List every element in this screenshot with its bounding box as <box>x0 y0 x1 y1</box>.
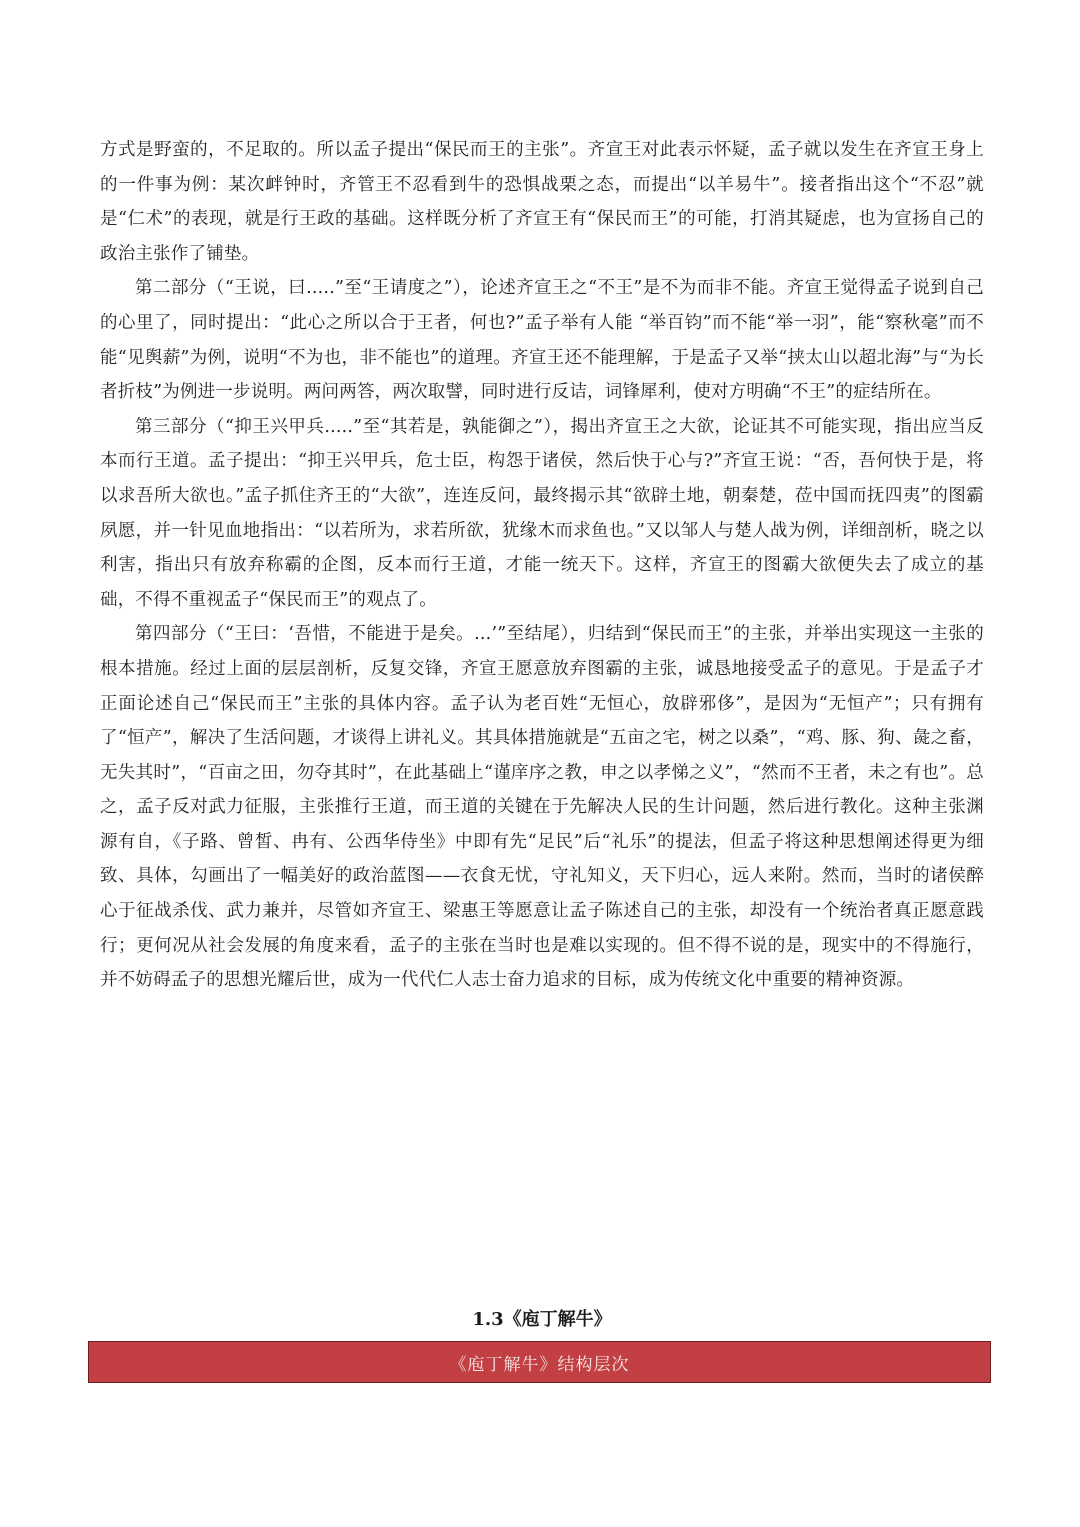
paragraph-part-one-continued: 方式是野蛮的，不足取的。所以孟子提出“保民而王的主张”。齐宣王对此表示怀疑，孟子就以发生在齐宣王身上的一件事为例：某次衅钟时，齐管王不忍看到牛的恐惧战栗之态，而提出“以羊易牛”。接者指出这个“不忍”就是“仁术”的表现，就是行王政的基础。这样既分析了齐宣王有“保民而王”的可能，打消其疑虑，也为宣扬自己的政治主张作了铺垫。 <box>100 140 984 264</box>
paragraph-part-two: 第二部分（“王说，曰.....”至“王请度之”），论述齐宣王之“不王”是不为而非不能。齐宣王觉得孟子说到自己的心里了，同时提出：“此心之所以合于王者，何也?”孟子举有人能 “举百钧”而不能“举一羽”，能“察秋毫”而不能“见舆薪”为例，说明“不为也，非不能也”的道理。齐宣王还不能理解，于是孟子又举“挟太山以超北海”与“为长者折枝”为例进一步说明。两问两答，两次取譬，同时进行反诘，词锋犀利，使对方明确“不王”的症结所在。 <box>100 278 984 403</box>
body-text <box>100 133 984 998</box>
paragraph-part-three: 第三部分（“抑王兴甲兵.....”至“其若是，孰能御之”），揭出齐宣王之大欲，论证其不可能实现，指出应当反本而行王道。孟子提出：“抑王兴甲兵，危士臣，构怨于诸侯，然后快于心与?”齐宣王说：“否，吾何快于是，将以求吾所大欲也。”孟子抓住齐王的“大欲”，连连反问，最终揭示其“欲辟土地，朝秦楚，莅中国而抚四夷”的图霸夙愿，并一针见血地指出：“以若所为，求若所欲，犹缘木而求鱼也。”又以邹人与楚人战为例，详细剖析，晓之以利害，指出只有放弃称霸的企图，反本而行王道，才能一统天下。这样，齐宣王的图霸大欲便失去了成立的基础，不得不重视孟子“保民而王”的观点了。 <box>100 416 984 610</box>
banner-label: 《庖丁解牛》结构层次 <box>449 1354 630 1375</box>
paragraph-part-four: 第四部分（“王曰：‘吾惜，不能进于是矣。...’”至结尾），归结到“保民而王”的主张，并举出实现这一主张的根本措施。经过上面的层层剖析，反复交锋，齐宣王愿意放弃图霸的主张，诚恳地接受孟子的意见。于是孟子才正面论述自己“保民而王”主张的具体内容。孟子认为老百姓“无恒心，放辟邪侈”，是因为“无恒产”；只有拥有了“恒产”，解决了生活问题，才谈得上讲礼义。其具体措施就是“五亩之宅，树之以桑”，“鸡、豚、狗、彘之畜，无失其时”，“百亩之田，勿夺其时”，在此基础上“谨庠序之教，申之以孝悌之义”，“然而不王者，未之有也”。总之，孟子反对武力征服，主张推行王道，而王道的关键在于先解决人民的生计问题，然后进行教化。这种主张渊源有自，《子路、曾皙、冉有、公西华侍坐》中即有先“足民”后“礼乐”的提法，但孟子将这种思想阐述得更为细致、具体，勾画出了一幅美好的政治蓝图——衣食无忧，守礼知义，天下归心，远人来附。然而，当时的诸侯醉心于征战杀伐、武力兼并，尽管如齐宣王、梁惠王等愿意让孟子陈述自己的主张，却没有一个统治者真正愿意践行；更何况从社会发展的角度来看，孟子的主张在当时也是难以实现的。但不得不说的是，现实中的不得施行，并不妨碍孟子的思想光耀后世，成为一代代仁人志士奋力追求的目标，成为传统文化中重要的精神资源。 <box>100 624 984 991</box>
section-heading: 1.3《庖丁解牛》 <box>472 1309 612 1330</box>
structure-banner <box>88 1341 991 1383</box>
